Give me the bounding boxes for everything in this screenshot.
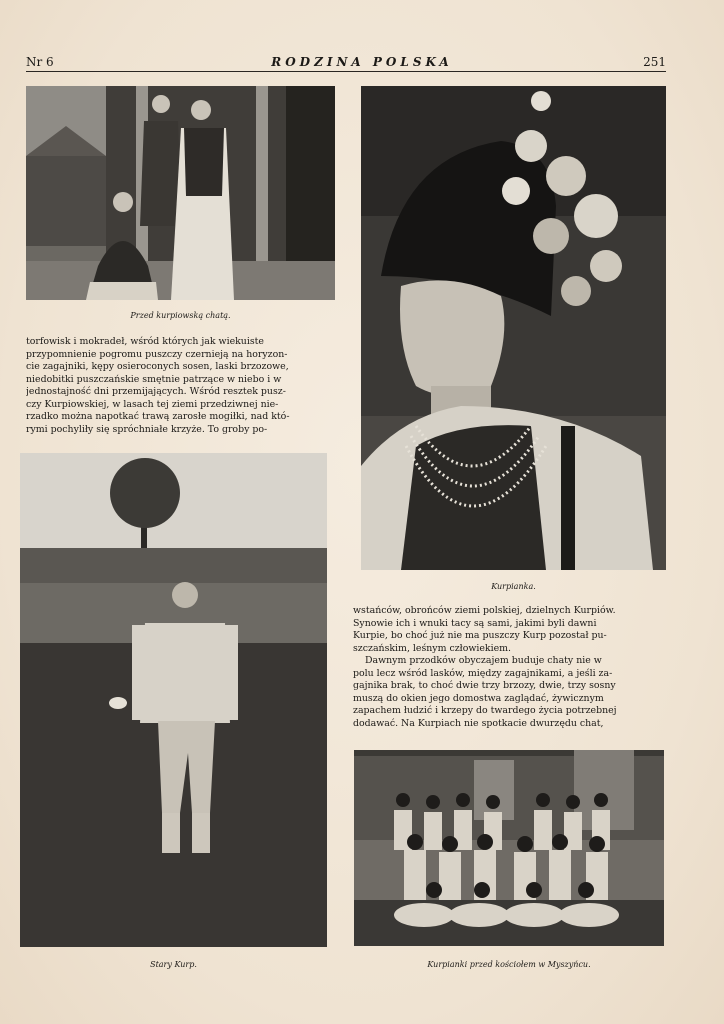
header-rule (26, 71, 666, 72)
caption-photo-3: Stary Kurp. (150, 960, 197, 969)
text-line: wstańców, obrońców ziemi polskiej, dzielnych Kurpiów. (353, 605, 616, 616)
text-line: czy Kurpiowskiej, w lasach tej ziemi przedziwnej nie- (26, 398, 279, 410)
photo-kurpianki-before-church (354, 750, 664, 946)
text-line: jednostajność dni przemijających. Wśród resztek pusz- (26, 386, 286, 397)
text-line: Dawnym przodków obyczajem buduje chaty nie w (365, 655, 602, 666)
text-line: torfowisk i mokradeł, wśród których jak wiekuiste (26, 336, 264, 347)
photo-women-before-cottage (26, 86, 335, 300)
text-line: muszą do okien jego domostwa zaglądać, żywicznym (353, 692, 604, 704)
text-line: zapachem łudzić i krzepy do twardego życia potrzebnej (353, 705, 617, 716)
issue-number: Nr 6 (26, 55, 54, 69)
page-number: 251 (643, 55, 666, 69)
text-line: przypomnienie pogromu puszczy czernieją na horyzon- (26, 348, 288, 360)
photo-kurpianka-portrait (361, 86, 666, 570)
text-line: szczańskim, leśnym człowiekiem. (353, 642, 512, 654)
magazine-title: RODZINA POLSKA (271, 55, 453, 69)
text-line: dodawać. Na Kurpiach nie spotkacie dwurzędu chat, (353, 717, 604, 729)
text-line: rzadko można napotkać trawą zarosłe mogiłki, nad któ- (26, 411, 290, 422)
text-line: Synowie ich i wnuki tacy są sami, jakimi byli dawni (353, 617, 597, 629)
text-line: polu lecz wśród lasków, między zagajnikami, a jeśli za- (353, 667, 613, 679)
photo-old-kurp (20, 453, 327, 947)
text-line: Kurpie, bo choć już nie ma puszczy Kurp pozostał pu- (353, 630, 607, 641)
caption-photo-1: Przed kurpiowską chatą. (130, 311, 231, 320)
article-text-block-1 (26, 336, 338, 436)
caption-photo-2: Kurpianka. (491, 582, 536, 591)
text-line: gajnika brak, to choć dwie trzy brzozy, dwie, trzy sosny (353, 680, 616, 691)
text-line: niedobitki puszczańskie smętnie patrzące w niebo i w (26, 373, 282, 385)
text-line: rymi pochyliły się spróchniałe krzyże. To groby po- (26, 423, 268, 435)
caption-photo-4: Kurpianki przed kościołem w Myszyńcu. (427, 960, 591, 969)
text-line: cie zagajniki, kępy osieroconych sosen, laski brzozowe, (26, 361, 289, 372)
article-text-block-2 (353, 605, 667, 730)
